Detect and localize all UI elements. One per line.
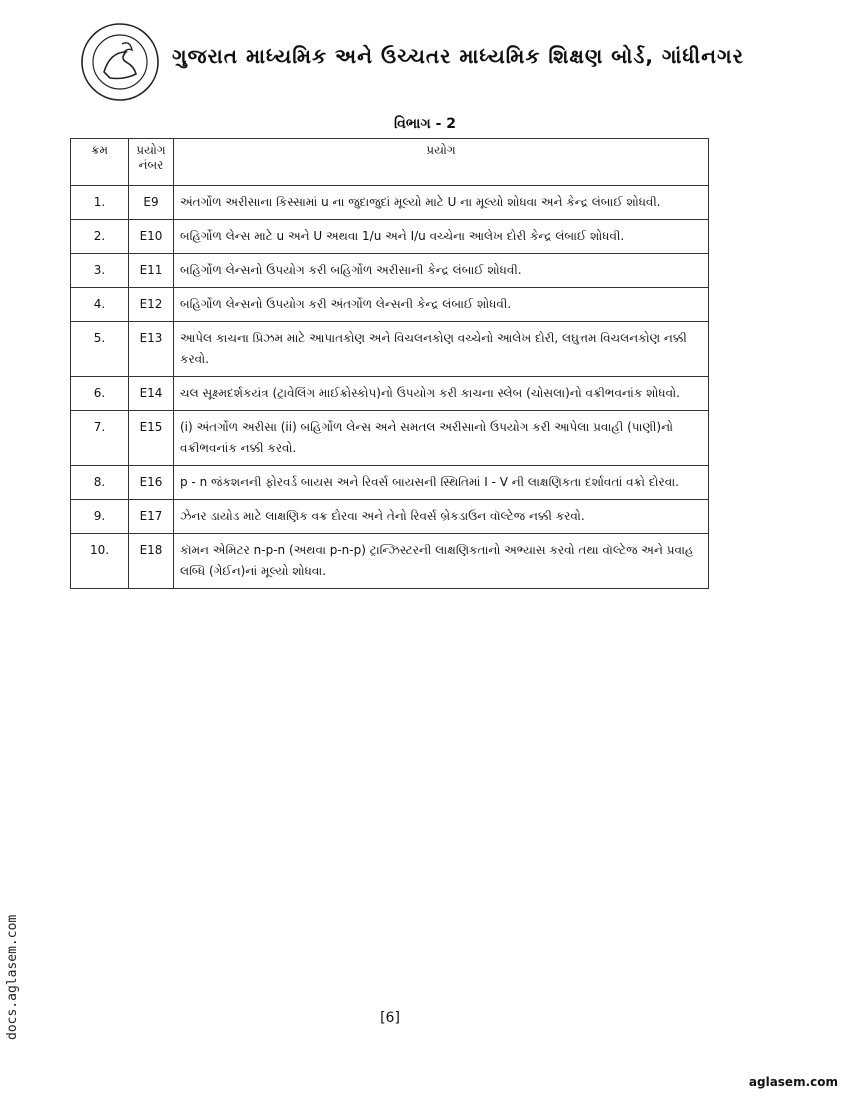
row-experiment-description: p - n જંકશનની ફોરવર્ડ બાયસ અને રિવર્સ બાયસની સ્થિતિમાં I - V ની લાક્ષણિકતા દર્શાવતાં વક્રો દોરવા. xyxy=(174,466,709,500)
table-row xyxy=(71,254,709,288)
row-experiment-code: E11 xyxy=(129,254,174,288)
row-experiment-description: અંતર્ગોળ અરીસાના કિસ્સામાં u ના જુદાજુદાં મૂલ્યો માટે U ના મૂલ્યો શોધવા અને કેન્દ્ર લંબાઈ શોધવી. xyxy=(174,186,709,220)
row-serial: 1. xyxy=(71,186,129,220)
table-row xyxy=(71,186,709,220)
column-header-serial: ક્રમ xyxy=(71,139,129,186)
experiments-table xyxy=(70,138,709,589)
row-serial: 6. xyxy=(71,377,129,411)
row-experiment-code: E13 xyxy=(129,322,174,377)
row-serial: 5. xyxy=(71,322,129,377)
table-row xyxy=(71,411,709,466)
row-experiment-code: E15 xyxy=(129,411,174,466)
table-row xyxy=(71,288,709,322)
table-row xyxy=(71,534,709,589)
table-row xyxy=(71,466,709,500)
row-experiment-code: E17 xyxy=(129,500,174,534)
row-experiment-description: કૉમન એમિટર n-p-n (અથવા p-n-p) ટ્રાન્ઝિસ્ટરની લાક્ષણિકતાનો અભ્યાસ કરવો તથા વૉલ્ટેજ અને પ્રવાહ લબ્ધિ (ગેઈન)નાં મૂલ્યો શોધવા. xyxy=(174,534,709,589)
row-experiment-code: E12 xyxy=(129,288,174,322)
table-row xyxy=(71,377,709,411)
row-serial: 3. xyxy=(71,254,129,288)
row-experiment-code: E16 xyxy=(129,466,174,500)
table-header-row xyxy=(71,139,709,186)
board-seal-logo xyxy=(80,22,160,102)
page-header xyxy=(80,22,780,104)
row-experiment-description: ઝેનર ડાયોડ માટે લાક્ષણિક વક્ર દોરવા અને તેનો રિવર્સ બ્રેકડાઉન વૉલ્ટેજ નક્કી કરવો. xyxy=(174,500,709,534)
row-experiment-code: E18 xyxy=(129,534,174,589)
page-number: [6] xyxy=(380,1010,400,1026)
row-serial: 7. xyxy=(71,411,129,466)
row-serial: 4. xyxy=(71,288,129,322)
table-row xyxy=(71,322,709,377)
row-serial: 9. xyxy=(71,500,129,534)
column-header-experiment-number: પ્રયોગ નંબર xyxy=(129,139,174,186)
section-title: વિભાગ - 2 xyxy=(393,116,457,132)
row-experiment-description: (i) અંતર્ગોળ અરીસા (ii) બહિર્ગોળ લેન્સ અને સમતલ અરીસાનો ઉપયોગ કરી આપેલા પ્રવાહી (પાણી)નો વક્રીભવનાંક નક્કી કરવો. xyxy=(174,411,709,466)
row-serial: 8. xyxy=(71,466,129,500)
row-experiment-description: બહિર્ગોળ લેન્સનો ઉપયોગ કરી બહિર્ગોળ અરીસાની કેન્દ્ર લંબાઈ શોધવી. xyxy=(174,254,709,288)
brand-link[interactable]: aglasem.com xyxy=(748,1075,838,1089)
table-row xyxy=(71,220,709,254)
row-serial: 10. xyxy=(71,534,129,589)
row-experiment-description: બહિર્ગોળ લેન્સ માટે u અને U અથવા 1/u અને I/u વચ્ચેના આલેખ દોરી કેન્દ્ર લંબાઈ શોધવી. xyxy=(174,220,709,254)
column-header-experiment: પ્રયોગ xyxy=(174,139,709,186)
row-experiment-description: આપેલ કાચના પ્રિઝમ માટે આપાતકોણ અને વિચલનકોણ વચ્ચેનો આલેખ દોરી, લઘુત્તમ વિચલનકોણ નક્કી કરવો. xyxy=(174,322,709,377)
row-experiment-description: ચલ સૂક્ષ્મદર્શકયંત્ર (ટ્રાવેલિંગ માઈક્રોસ્કોપ)નો ઉપયોગ કરી કાચના સ્લેબ (ચોસલા)નો વક્રીભવનાંક શોધવો. xyxy=(174,377,709,411)
row-experiment-description: બહિર્ગોળ લેન્સનો ઉપયોગ કરી અંતર્ગોળ લેન્સની કેન્દ્ર લંબાઈ શોધવી. xyxy=(174,288,709,322)
row-experiment-code: E9 xyxy=(129,186,174,220)
row-experiment-code: E14 xyxy=(129,377,174,411)
row-serial: 2. xyxy=(71,220,129,254)
table-row xyxy=(71,500,709,534)
board-title: ગુજરાત માધ્યમિક અને ઉચ્ચતર માધ્યમિક શિક્ષણ બોર્ડ, ગાંધીનગર xyxy=(172,44,744,68)
side-watermark: docs.aglasem.com xyxy=(5,914,20,1040)
row-experiment-code: E10 xyxy=(129,220,174,254)
